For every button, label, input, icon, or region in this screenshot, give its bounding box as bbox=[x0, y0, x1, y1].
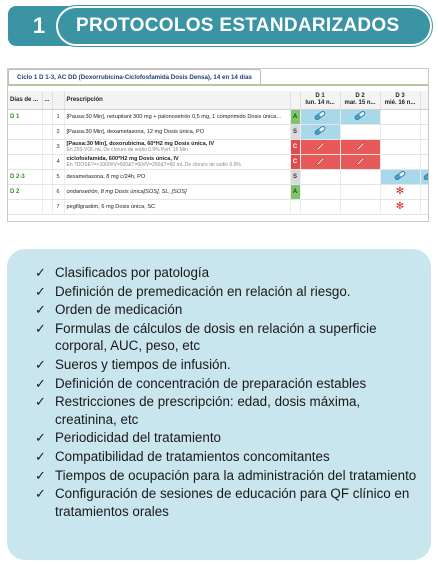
row-tag bbox=[290, 199, 300, 214]
day-cell[interactable] bbox=[420, 169, 428, 184]
day-cell[interactable] bbox=[380, 109, 420, 124]
prescription-text: [Pausa:30 Min], doxorubicina, 60*H2 mg Dosis única, IV bbox=[66, 140, 215, 147]
day-cell[interactable] bbox=[420, 139, 428, 154]
prescription-text: [Pausa:30 Min], dexametasona, 12 mg Dosis única, PO bbox=[66, 128, 204, 135]
prescription-text: [Pausa:30 Min], netupitant 300 mg + palonosetrón 0,5 mg, 1 comprimido Dosis única... bbox=[66, 113, 281, 120]
header-d3-label: D 3 bbox=[395, 92, 405, 99]
day-cell[interactable] bbox=[420, 124, 428, 139]
day-cell[interactable] bbox=[380, 139, 420, 154]
day-cell[interactable] bbox=[340, 154, 380, 169]
row-sort bbox=[42, 169, 52, 184]
list-item bbox=[35, 356, 417, 373]
row-prescription[interactable] bbox=[64, 184, 290, 199]
syringe-icon bbox=[355, 156, 365, 166]
list-item-text: Configuración de sesiones de educación para QF clínico en tratamientos orales bbox=[55, 486, 410, 519]
row-tag: A bbox=[290, 184, 300, 199]
row-prescription[interactable] bbox=[64, 139, 290, 154]
day-cell[interactable] bbox=[300, 154, 340, 169]
day-cell[interactable] bbox=[380, 184, 420, 199]
row-day-range: D 2 bbox=[8, 184, 42, 199]
row-prescription[interactable] bbox=[64, 199, 290, 214]
syringe-icon bbox=[315, 156, 325, 166]
check-icon: ✓ bbox=[35, 467, 46, 483]
section-number: 1 bbox=[8, 6, 70, 46]
pill-icon bbox=[394, 170, 407, 181]
row-tag: S bbox=[290, 124, 300, 139]
list-item-text: Tiempos de ocupación para la administración del tratamiento bbox=[55, 467, 417, 483]
syringe-icon bbox=[355, 141, 365, 151]
check-icon: ✓ bbox=[35, 357, 46, 373]
day-cell[interactable] bbox=[340, 184, 380, 199]
check-icon: ✓ bbox=[35, 283, 46, 299]
check-icon: ✓ bbox=[35, 321, 46, 337]
header-d2-label: D 2 bbox=[355, 92, 365, 99]
day-cell[interactable] bbox=[380, 124, 420, 139]
row-tag: A bbox=[290, 109, 300, 124]
header-d1-date: lun. 14 n... bbox=[305, 99, 335, 106]
prescription-subtext: En ?DOSE?=>1000#V=500&T=60#V=250&T=60 mL De cloruro de sodio 0.9% bbox=[66, 161, 241, 168]
list-item bbox=[35, 301, 417, 318]
table-row[interactable] bbox=[8, 169, 428, 184]
day-cell[interactable] bbox=[340, 199, 380, 214]
header-d3[interactable] bbox=[380, 91, 420, 109]
row-day-range bbox=[8, 124, 42, 139]
header-d3-date: mié. 16 n... bbox=[384, 99, 416, 106]
header-tag bbox=[290, 91, 300, 109]
list-item-text: Sueros y tiempos de infusión. bbox=[55, 357, 231, 373]
list-item bbox=[35, 467, 417, 484]
features-panel bbox=[7, 249, 431, 560]
asterisk-icon: ✻ bbox=[395, 185, 405, 197]
list-item-text: Definición de concentración de preparación estables bbox=[55, 375, 367, 391]
list-item bbox=[35, 429, 417, 446]
row-number: 1 bbox=[52, 109, 64, 124]
day-cell[interactable] bbox=[300, 184, 340, 199]
header-day[interactable]: Días de ... bbox=[8, 91, 42, 109]
list-item bbox=[35, 264, 417, 281]
features-list bbox=[35, 264, 417, 520]
check-icon: ✓ bbox=[35, 449, 46, 465]
check-icon: ✓ bbox=[35, 430, 46, 446]
table-row[interactable] bbox=[8, 199, 428, 214]
row-number: 5 bbox=[52, 169, 64, 184]
list-item-text: Definición de premedicación en relación al riesgo. bbox=[55, 283, 351, 299]
day-cell[interactable] bbox=[340, 124, 380, 139]
row-sort bbox=[42, 139, 52, 154]
prescription-table bbox=[8, 91, 429, 215]
day-cell[interactable] bbox=[300, 109, 340, 124]
list-item bbox=[35, 283, 417, 300]
table-row[interactable] bbox=[8, 124, 428, 139]
header-num bbox=[52, 91, 64, 109]
row-tag: C bbox=[290, 139, 300, 154]
day-cell[interactable] bbox=[420, 199, 428, 214]
day-cell[interactable] bbox=[300, 169, 340, 184]
row-number: 2 bbox=[52, 124, 64, 139]
header-d1[interactable] bbox=[300, 91, 340, 109]
row-sort bbox=[42, 124, 52, 139]
day-cell[interactable] bbox=[380, 199, 420, 214]
row-prescription[interactable] bbox=[64, 124, 290, 139]
pill-icon bbox=[314, 125, 327, 136]
row-number: 4 bbox=[52, 154, 64, 169]
list-item bbox=[35, 448, 417, 465]
table-row[interactable] bbox=[8, 139, 428, 154]
row-number: 6 bbox=[52, 184, 64, 199]
check-icon: ✓ bbox=[35, 375, 46, 391]
row-number: 7 bbox=[52, 199, 64, 214]
list-item-text: Clasificados por patología bbox=[55, 265, 210, 280]
check-icon: ✓ bbox=[35, 394, 46, 410]
day-cell[interactable] bbox=[300, 139, 340, 154]
row-sort bbox=[42, 154, 52, 169]
list-item-text: Orden de medicación bbox=[55, 302, 183, 318]
list-item-text: Compatibilidad de tratamientos concomitantes bbox=[55, 449, 330, 465]
section-title: PROTOCOLOS ESTANDARIZADOS bbox=[56, 6, 432, 46]
list-item-text: Periodicidad del tratamiento bbox=[55, 430, 221, 446]
day-cell[interactable] bbox=[300, 124, 340, 139]
day-cell[interactable] bbox=[380, 154, 420, 169]
row-number: 3 bbox=[52, 139, 64, 154]
pill-icon bbox=[314, 110, 327, 121]
row-tag: S bbox=[290, 169, 300, 184]
list-item bbox=[35, 393, 417, 427]
row-day-range: D 2-3 bbox=[8, 169, 42, 184]
row-prescription[interactable] bbox=[64, 154, 290, 169]
prescription-panel bbox=[7, 68, 429, 222]
header-sort[interactable]: ... bbox=[42, 91, 52, 109]
tab-underline bbox=[8, 84, 428, 86]
header-d2[interactable] bbox=[340, 91, 380, 109]
pill-icon bbox=[354, 110, 367, 121]
list-item-text: Formulas de cálculos de dosis en relación a superficie corporal, AUC, peso, etc bbox=[55, 321, 377, 354]
list-item-text: Restricciones de prescripción: edad, dosis máxima, creatinina, etc bbox=[55, 394, 361, 427]
check-icon: ✓ bbox=[35, 486, 46, 502]
day-cell[interactable] bbox=[340, 169, 380, 184]
prescription-text: ciclofosfamida, 600*H2 mg Dosis única, IV bbox=[66, 155, 179, 162]
day-cell[interactable] bbox=[420, 154, 428, 169]
prescription-text: pegfilgrastim, 6 mg Dosis única, SC bbox=[66, 203, 156, 210]
day-cell[interactable] bbox=[420, 184, 428, 199]
row-sort bbox=[42, 199, 52, 214]
table-header-row bbox=[8, 91, 428, 109]
day-cell[interactable] bbox=[300, 199, 340, 214]
header-prescription[interactable]: Prescripción bbox=[64, 91, 290, 109]
row-day-range bbox=[8, 139, 42, 154]
day-cell[interactable] bbox=[420, 109, 428, 124]
list-item bbox=[35, 485, 417, 519]
prescription-grid bbox=[8, 91, 428, 215]
row-sort bbox=[42, 184, 52, 199]
row-day-range bbox=[8, 199, 42, 214]
row-sort bbox=[42, 109, 52, 124]
section-banner bbox=[8, 6, 432, 46]
prescription-text: dexametasona, 8 mg c/24h, PO bbox=[66, 173, 146, 180]
day-cell[interactable] bbox=[340, 139, 380, 154]
check-icon: ✓ bbox=[35, 265, 46, 280]
row-prescription[interactable] bbox=[64, 169, 290, 184]
header-d2-date: mar. 15 n... bbox=[344, 99, 376, 106]
table-row[interactable] bbox=[8, 154, 428, 169]
prescription-text: ondansetrón, 8 mg Dosis única[SOS], SL, [SOS] bbox=[66, 188, 187, 195]
list-item bbox=[35, 320, 417, 354]
day-cell[interactable] bbox=[340, 109, 380, 124]
row-day-range: D 1 bbox=[8, 109, 42, 124]
cycle-tab[interactable]: Ciclo 1 D 1-3, AC DD (Doxorrubicina-Ciclofosfamida Dosis Densa), 14 en 14 días bbox=[8, 69, 261, 85]
row-day-range bbox=[8, 154, 42, 169]
header-d1-label: D 1 bbox=[315, 92, 325, 99]
row-prescription[interactable] bbox=[64, 109, 290, 124]
asterisk-icon: ✻ bbox=[395, 200, 405, 212]
list-item bbox=[35, 375, 417, 392]
syringe-icon bbox=[315, 141, 325, 151]
table-row[interactable] bbox=[8, 109, 428, 124]
pill-icon bbox=[422, 170, 428, 181]
row-tag: C bbox=[290, 154, 300, 169]
header-extra bbox=[420, 91, 428, 109]
day-cell[interactable] bbox=[380, 169, 420, 184]
table-row[interactable] bbox=[8, 184, 428, 199]
check-icon: ✓ bbox=[35, 302, 46, 318]
prescription-subtext: En 250-VOL mL De cloruro de sodio 0.9% Perf. 15 Min bbox=[66, 146, 188, 153]
